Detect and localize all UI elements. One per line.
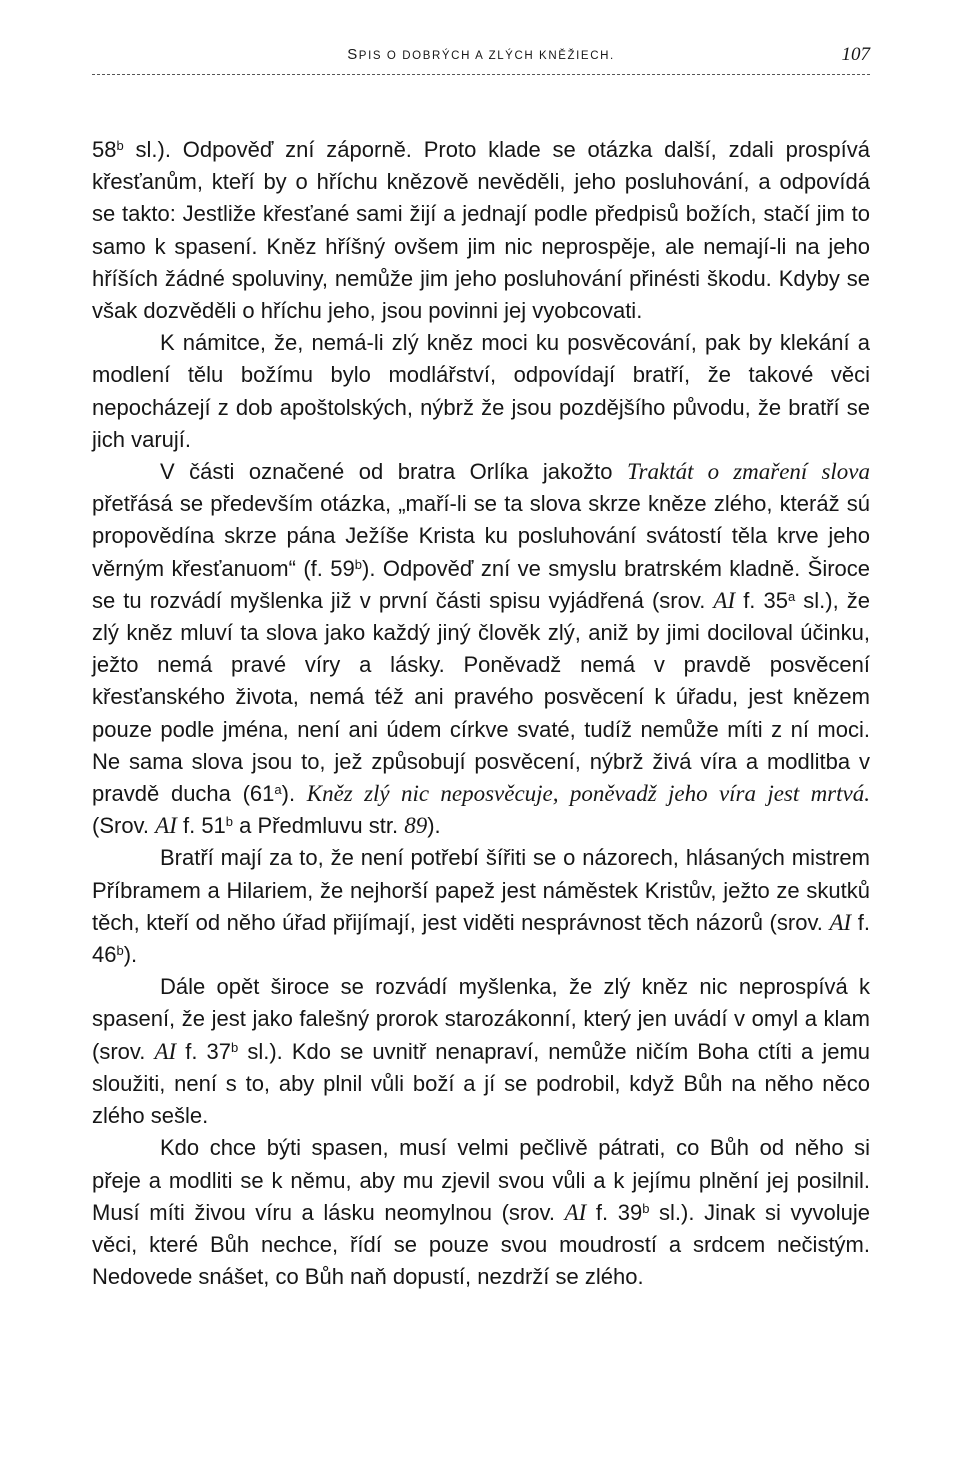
text-run: Kdo chce býti spasen, musí velmi pečlivě pátrati, co Bůh od něho si přeje a modliti se k němu, aby mu zjevil svou vůli a k jejímu plnění jej posilnil. Musí míti živou víru a lásku neomylnou (srov. <box>92 1135 870 1225</box>
text-run: Dále opět široce se rozvádí myšlenka, že zlý kněz nic neprospívá k spasení, že jest jako falešný prorok starozákonní, který jen uvádí v omyl a klam (srov. <box>92 974 870 1064</box>
superscript-run: a <box>274 782 282 798</box>
text-run: ). <box>281 781 307 807</box>
text-run: ). <box>427 813 441 839</box>
italic-run: AI <box>713 587 736 613</box>
book-page <box>92 40 871 1290</box>
header-rule <box>92 74 870 75</box>
paragraph-5 <box>92 971 870 1132</box>
text-run: V části označené od bratra Orlíka jakožto <box>160 459 628 485</box>
italic-run: AI <box>829 909 852 935</box>
text-run: 58 <box>92 137 117 162</box>
page-number: 107 <box>841 44 870 65</box>
text-run: sl.). Odpověď zní záporně. Proto klade se otázka další, zdali prospívá křesťanům, kteří by o hříchu knězově nevěděli, jeho posluhování, a odpovídá se takto: Jestliže křesťané sami žijí a jednají podle předpisů božích, stačí jim to samo k spasení. Kněz hříšný ovšem jim nic neprospěje, ale nemají-li na jeho hříších žádné spoluviny, nemůže jim jeho posluhování přinésti škodu. Kdyby se však dozvěděli o hříchu jeho, jsou povinni jej vyobcovati. <box>92 137 870 324</box>
superscript-run: b <box>354 556 363 572</box>
superscript-run: b <box>231 1039 239 1055</box>
italic-run: Kněz zlý nic neposvěcuje, poněvadž jeho víra jest mrtvá. <box>306 781 870 807</box>
text-run: sl.), že zlý kněz mluví ta slova jako každý jiný člověk zlý, aniž by jimi dociloval účinku, ježto nemá pravé víry a lásky. Poněvadž nemá v pravdě posvěcení křesťanského života, nemá též ani pravého posvěcení k úřadu, jest knězem pouze podle jména, není ani údem církve svaté, tudíž nemůže míti z ní moci. Ne sama slova jsou to, jež způsobují posvěcení, nýbrž živá víra a modlitba v pravdě ducha (61 <box>92 587 870 807</box>
running-title-initial: S <box>347 46 359 63</box>
body-text <box>92 134 870 1293</box>
paragraph-2 <box>92 327 870 456</box>
text-run: sl.). Jinak si vyvoluje věci, které Bůh nechce, řídí se pouze svou moudrostí a srdcem nečistým. Nedovede snášet, co Bůh naň dopustí, nezdrží se zlého. <box>92 1199 870 1290</box>
text-run: f. 51 <box>176 813 226 839</box>
running-title <box>92 46 870 63</box>
superscript-run: b <box>116 943 124 959</box>
superscript-run: b <box>642 1200 650 1216</box>
running-head <box>92 40 870 74</box>
text-run: sl.). Kdo se uvnitř nenapraví, nemůže ničím Boha ctíti a jemu sloužiti, není s to, aby plnil vůli boží a jí se podrobil, když Bůh na něho něco zlého sešle. <box>92 1038 871 1129</box>
superscript-run: b <box>116 138 124 153</box>
superscript-run: a <box>787 588 796 604</box>
text-run: ). <box>123 942 138 968</box>
text-run: f. 39 <box>586 1199 643 1225</box>
text-run: (Srov. <box>92 813 156 839</box>
superscript-run: b <box>225 814 234 830</box>
italic-run: AI <box>155 813 177 839</box>
text-run: ). Odpověď zní ve smyslu bratrském kladně. Široce se tu rozvádí myšlenka již v první části spisu vyjádřená (srov. <box>92 555 871 613</box>
italic-run: 89 <box>404 813 428 839</box>
text-run: f. 37 <box>176 1038 232 1064</box>
italic-run: AI <box>564 1199 587 1225</box>
text-run: f. 35 <box>735 587 788 613</box>
text-run: a Předmluvu str. <box>233 813 405 839</box>
running-title-smallcaps: PIS O DOBRÝCH A ZLÝCH KNĚŽIECH. <box>358 50 615 62</box>
text-run: K námitce, že, nemá-li zlý kněz moci ku posvěcování, pak by klekání a modlení tělu božímu bylo modlářství, odpovídají bratří, že takové věci nepocházejí z dob apoštolských, nýbrž že jsou pozdějšího původu, že bratří se jich varují. <box>92 330 870 452</box>
paragraph-6 <box>92 1132 870 1293</box>
text-run: f. 46 <box>92 909 870 968</box>
paragraph-4 <box>92 842 870 971</box>
paragraph-1 <box>92 134 870 327</box>
italic-run: AI <box>154 1038 177 1064</box>
text-run: Bratří mají za to, že není potřebí šířiti se o názorech, hlásaných mistrem Příbramem a Hilariem, že nejhorší papež jest náměstek Kristův, ježto ze skutků těch, kteří od něho úřad přijímají, jest viděti nesprávnost těch názorů (srov. <box>92 845 870 935</box>
text-run: přetřásá se především otázka, „maří-li se ta slova skrze kněze zlého, kteráž sú propovědína skrze pána Ježíše Krista ku posluhování svátostí těla krve jeho věrným křesťanuom“ (f. 59 <box>92 491 870 581</box>
paragraph-3 <box>92 456 870 842</box>
italic-run: Traktát o zmaření slova <box>627 459 870 485</box>
